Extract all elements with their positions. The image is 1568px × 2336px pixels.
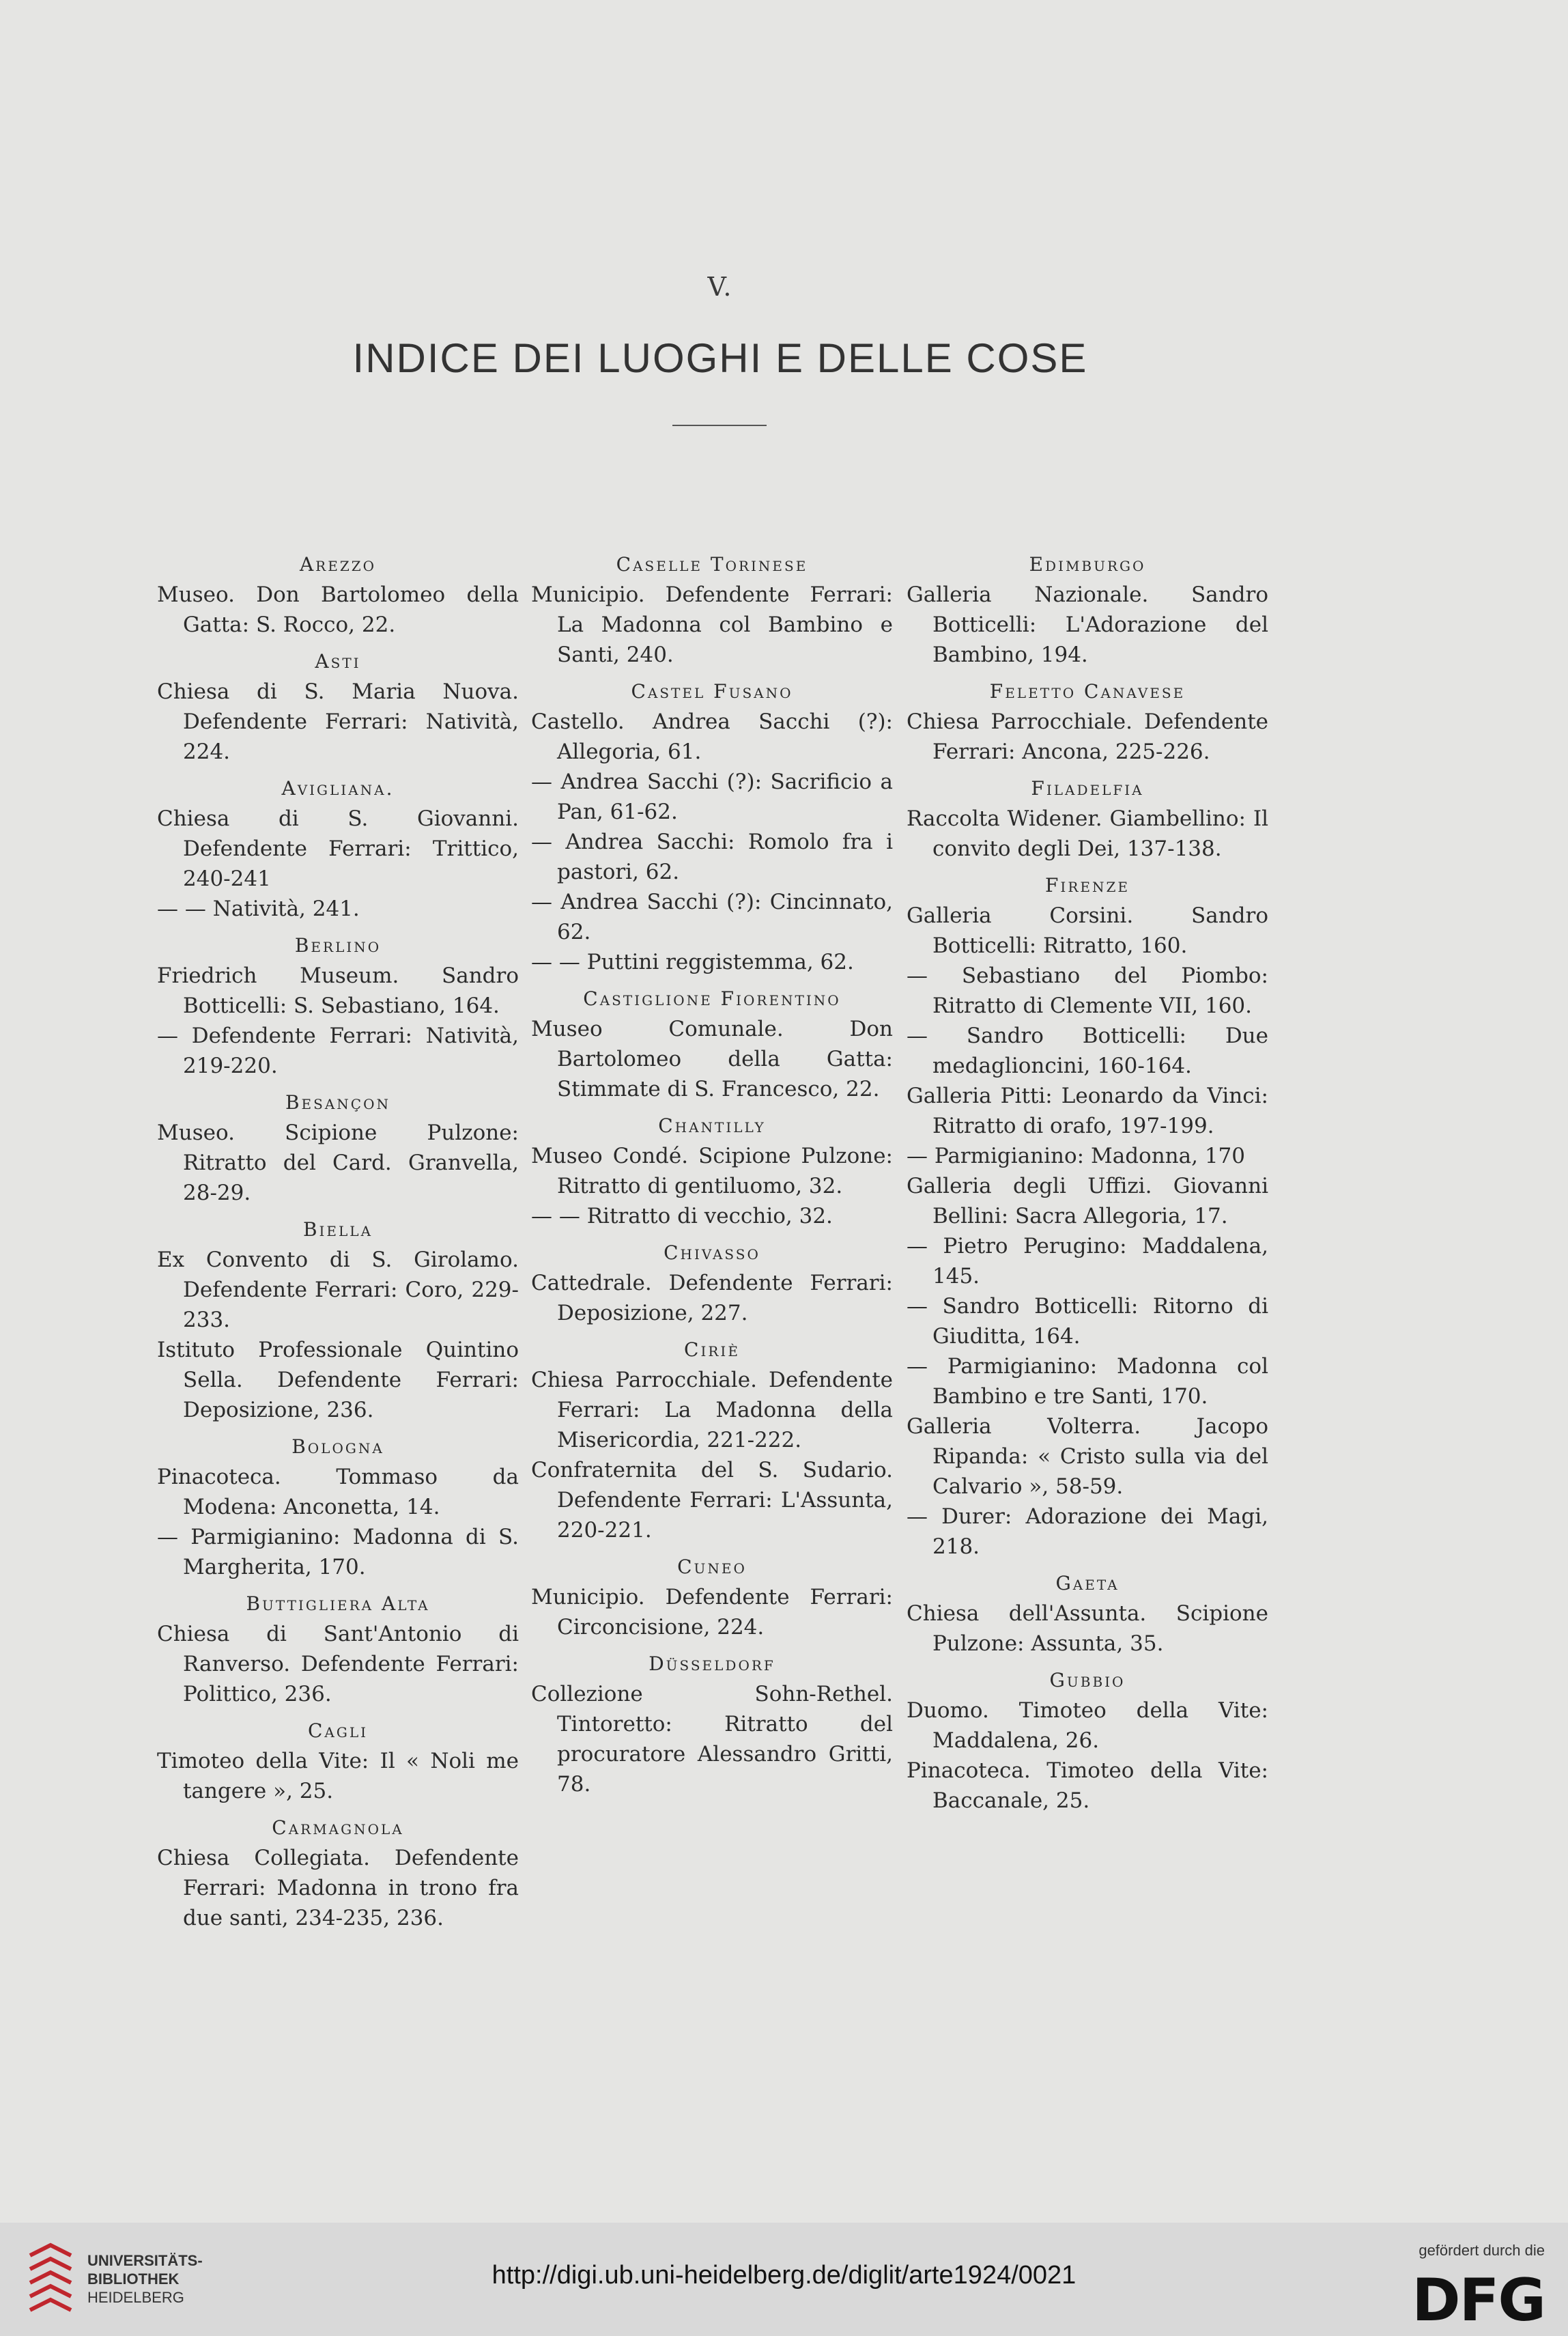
place-heading: Gubbio <box>1049 1669 1126 1691</box>
section-spacer <box>531 1642 893 1649</box>
index-entry: Collezione Sohn-Rethel. Tintoretto: Ritratto del procuratore Alessandro Gritti, 78. <box>531 1682 893 1797</box>
place-heading: Berlino <box>294 934 382 957</box>
place-heading: Filadelfia <box>1031 777 1144 800</box>
index-entry: Chiesa di S. Maria Nuova. Defendente Ferrari: Natività, 224. <box>157 679 519 764</box>
index-entry: Galleria Corsini. Sandro Botticelli: Ritratto, 160. <box>907 903 1268 958</box>
index-entry: Friedrich Museum. Sandro Botticelli: S. Sebastiano, 164. <box>157 963 519 1018</box>
index-entry: — Sandro Botticelli: Ritorno di Giuditta, 164. <box>907 1294 1268 1349</box>
index-entry: Istituto Professionale Quintino Sella. Defendente Ferrari: Deposizione, 236. <box>157 1338 519 1422</box>
place-heading: Bologna <box>291 1435 384 1458</box>
place-heading: Düsseldorf <box>648 1652 775 1675</box>
section-spacer <box>157 924 519 931</box>
page-title: INDICE DEI LUOGHI E DELLE COSE <box>352 335 1088 381</box>
index-entry: Ex Convento di S. Girolamo. Defendente Ferrari: Coro, 229-233. <box>157 1248 519 1332</box>
index-entry: Museo. Don Bartolomeo della Gatta: S. Rocco, 22. <box>157 582 519 637</box>
index-entry: — Sebastiano del Piombo: Ritratto di Clemente VII, 160. <box>907 963 1268 1018</box>
index-entry: Raccolta Widener. Giambellino: Il convito degli Dei, 137-138. <box>907 806 1268 861</box>
index-entry: Chiesa Parrocchiale. Defendente Ferrari: Ancona, 225-226. <box>907 709 1268 764</box>
section-spacer <box>157 1709 519 1716</box>
section-spacer <box>157 1208 519 1215</box>
section-spacer <box>157 1081 519 1088</box>
library-line-3: HEIDELBERG <box>87 2289 184 2306</box>
index-entry: Galleria Pitti: Leonardo da Vinci: Ritratto di orafo, 197-199. <box>907 1084 1268 1138</box>
index-entry: Galleria degli Uffizi. Giovanni Bellini: Sacra Allegoria, 17. <box>907 1174 1268 1228</box>
index-entry: — — Ritratto di vecchio, 32. <box>531 1204 833 1228</box>
index-entry: — Andrea Sacchi (?): Cincinnato, 62. <box>531 890 893 944</box>
index-column-1 <box>157 550 519 1933</box>
place-heading: Buttigliera Alta <box>246 1592 430 1615</box>
index-entry: — Andrea Sacchi: Romolo fra i pastori, 62. <box>531 830 893 884</box>
place-heading: Besançon <box>285 1091 391 1114</box>
index-entry: Galleria Volterra. Jacopo Ripanda: « Cristo sulla via del Calvario », 58-59. <box>907 1414 1268 1499</box>
place-heading: Arezzo <box>299 553 377 576</box>
index-entry: — Defendente Ferrari: Natività, 219-220. <box>157 1024 519 1078</box>
section-spacer <box>531 1231 893 1238</box>
library-line-1: UNIVERSITÄTS- <box>87 2252 203 2269</box>
index-entry: Pinacoteca. Tommaso da Modena: Anconetta, 14. <box>157 1465 519 1519</box>
index-entry: — Parmigianino: Madonna di S. Margherita, 170. <box>157 1525 519 1579</box>
index-entry: — Parmigianino: Madonna, 170 <box>907 1144 1245 1168</box>
place-heading: Avigliana. <box>281 777 395 800</box>
index-column-3 <box>907 550 1268 1816</box>
index-entry: Municipio. Defendente Ferrari: Circoncisione, 224. <box>531 1585 893 1640</box>
section-spacer <box>907 670 1268 677</box>
index-column-2 <box>531 550 893 1799</box>
index-entry: Chiesa Parrocchiale. Defendente Ferrari: La Madonna della Misericordia, 221-222. <box>531 1368 893 1452</box>
index-entry: Chiesa Collegiata. Defendente Ferrari: Madonna in trono fra due santi, 234-235, 236. <box>157 1846 519 1930</box>
section-spacer <box>531 1104 893 1111</box>
index-entry: — Pietro Perugino: Maddalena, 145. <box>907 1234 1268 1289</box>
index-entry: Chiesa di Sant'Antonio di Ranverso. Defendente Ferrari: Polittico, 236. <box>157 1622 519 1706</box>
place-heading: Castiglione Fiorentino <box>583 987 841 1010</box>
index-entry: Castello. Andrea Sacchi (?): Allegoria, 61. <box>531 709 893 764</box>
index-entry: Pinacoteca. Timoteo della Vite: Baccanale, 25. <box>907 1758 1268 1813</box>
place-heading: Gaeta <box>1055 1572 1120 1594</box>
section-spacer <box>907 1659 1268 1665</box>
section-spacer <box>157 1582 519 1589</box>
index-entry: — — Natività, 241. <box>157 897 360 921</box>
place-heading: Feletto Canavese <box>989 680 1186 703</box>
index-entry: — Parmigianino: Madonna col Bambino e tre Santi, 170. <box>907 1354 1268 1409</box>
index-entry: Museo Comunale. Don Bartolomeo della Gatta: Stimmate di S. Francesco, 22. <box>531 1017 893 1101</box>
section-spacer <box>907 767 1268 774</box>
digitization-footer <box>0 2223 1568 2336</box>
section-spacer <box>157 1425 519 1432</box>
section-spacer <box>531 670 893 677</box>
place-heading: Caselle Torinese <box>616 553 808 576</box>
section-spacer <box>157 767 519 774</box>
section-spacer <box>531 1545 893 1552</box>
index-entry: Chiesa di S. Giovanni. Defendente Ferrari: Trittico, 240-241 <box>157 806 519 891</box>
index-entry: Duomo. Timoteo della Vite: Maddalena, 26. <box>907 1698 1268 1753</box>
title-divider <box>672 425 767 426</box>
section-spacer <box>531 977 893 984</box>
section-spacer <box>907 1562 1268 1568</box>
index-entry: — Andrea Sacchi (?): Sacrificio a Pan, 61-62. <box>531 770 893 824</box>
source-url-link[interactable]: http://digi.ub.uni-heidelberg.de/diglit/arte1924/0021 <box>491 2261 1077 2290</box>
index-entry: Chiesa dell'Assunta. Scipione Pulzone: Assunta, 35. <box>907 1601 1268 1656</box>
section-spacer <box>907 864 1268 871</box>
place-heading: Chantilly <box>658 1114 766 1137</box>
place-heading: Edimburgo <box>1029 553 1146 576</box>
index-entry: — Durer: Adorazione dei Magi, 218. <box>907 1504 1268 1559</box>
place-heading: Biella <box>302 1218 373 1241</box>
section-number: V. <box>707 272 733 302</box>
place-heading: Firenze <box>1045 874 1130 897</box>
index-entry: Museo Condé. Scipione Pulzone: Ritratto di gentiluomo, 32. <box>531 1144 893 1198</box>
index-entry: Municipio. Defendente Ferrari: La Madonna col Bambino e Santi, 240. <box>531 582 893 667</box>
place-heading: Ciriè <box>684 1338 740 1361</box>
place-heading: Cuneo <box>677 1556 747 1578</box>
place-heading: Carmagnola <box>272 1816 404 1839</box>
place-heading: Castel Fusano <box>631 680 793 703</box>
index-entry: Museo. Scipione Pulzone: Ritratto del Card. Granvella, 28-29. <box>157 1121 519 1205</box>
index-entry: — — Puttini reggistemma, 62. <box>531 950 854 974</box>
place-heading: Cagli <box>307 1719 369 1742</box>
index-entry: Cattedrale. Defendente Ferrari: Deposizione, 227. <box>531 1271 893 1325</box>
section-spacer <box>531 1328 893 1335</box>
place-heading: Asti <box>315 650 361 673</box>
index-entry: Timoteo della Vite: Il « Noli me tangere », 25. <box>157 1749 519 1803</box>
library-line-2: BIBLIOTHEK <box>87 2270 180 2288</box>
index-entry: — Sandro Botticelli: Due medaglioncini, 160-164. <box>907 1024 1268 1078</box>
place-heading: Chivasso <box>664 1241 760 1264</box>
section-spacer <box>157 1806 519 1813</box>
section-spacer <box>157 640 519 647</box>
dfg-logo: DFG <box>1412 2266 1545 2335</box>
funding-note: gefördert durch die <box>1419 2242 1545 2259</box>
index-entry: Galleria Nazionale. Sandro Botticelli: L'Adorazione del Bambino, 194. <box>907 582 1268 667</box>
index-entry: Confraternita del S. Sudario. Defendente Ferrari: L'Assunta, 220-221. <box>531 1458 893 1543</box>
